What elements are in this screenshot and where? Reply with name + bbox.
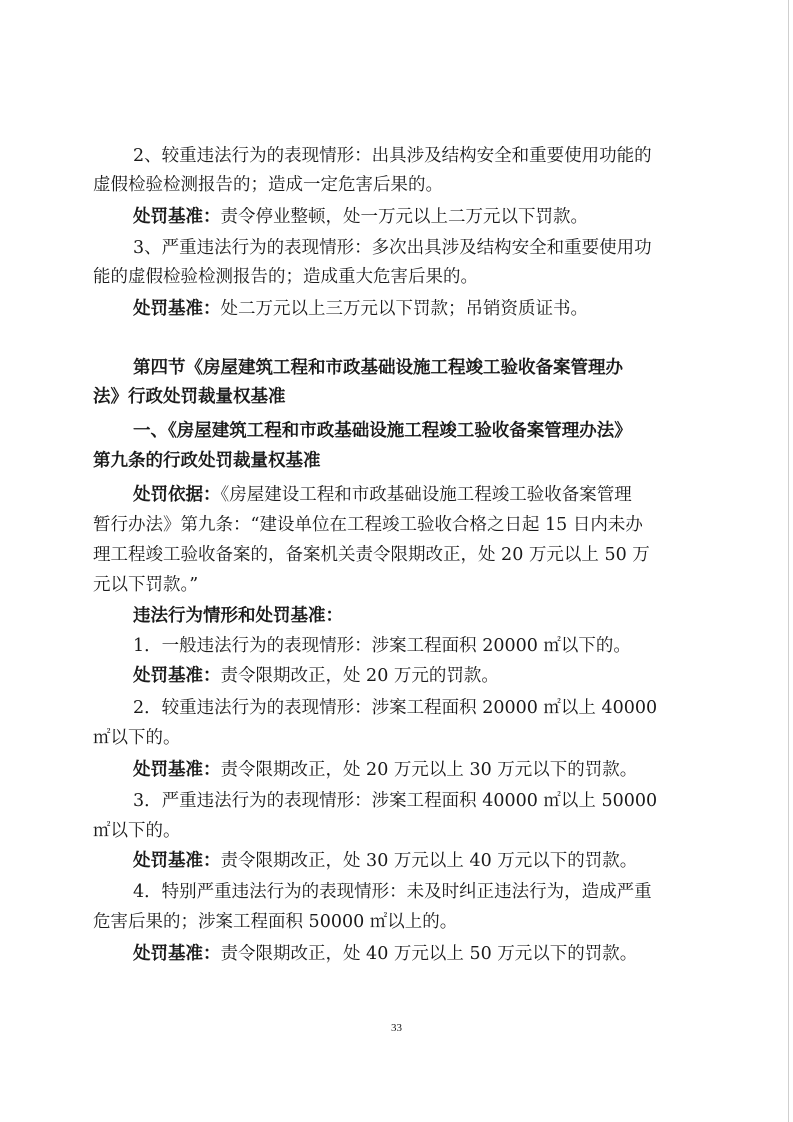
text-line [133,942,793,966]
text-line [133,205,793,229]
body: 责令限期改正，处 40 万元以上 50 万元以下的罚款。 [220,944,638,964]
text-line [133,664,793,688]
text-line: 能的虚假检验检测报告的；造成重大危害后果的。 [93,267,478,287]
body: 责令限期改正，处 20 万元以上 30 万元以下的罚款。 [220,760,638,780]
label: 处罚依据： [133,485,221,505]
text-line: 2、较重违法行为的表现情形：出具涉及结构安全和重要使用功能的 [133,146,652,166]
text-line: 虚假检验检测报告的；造成一定危害后果的。 [93,175,443,195]
subsection-title: 一、《房屋建筑工程和市政基础设施工程竣工验收备案管理办法》 [133,421,632,441]
text-line [133,297,793,321]
body: 处二万元以上三万元以下罚款；吊销资质证书。 [220,299,588,319]
page-number: 33 [391,1022,402,1034]
text-line: ㎡以下的。 [93,821,181,841]
body: 《房屋建设工程和市政基础设施工程竣工验收备案管理 [220,485,632,505]
text-line [133,483,793,507]
text-line: 3、严重违法行为的表现情形：多次出具涉及结构安全和重要使用功 [133,238,652,258]
text-line: 1．一般违法行为的表现情形：涉案工程面积 20000 ㎡以下的。 [133,636,631,656]
text-line [133,758,793,782]
label: 处罚基准： [133,207,221,227]
text-line: 危害后果的；涉案工程面积 50000 ㎡以上的。 [93,912,458,932]
body: 责令限期改正，处 30 万元以上 40 万元以下的罚款。 [220,851,638,871]
body: 责令限期改正，处 20 万元的罚款。 [220,666,499,686]
subsection-title: 第九条的行政处罚裁量权基准 [93,451,321,471]
text-line: 暂行办法》第九条：“建设单位在工程竣工验收合格之日起 15 日内未办 [93,515,643,535]
section-title: 第四节《房屋建筑工程和市政基础设施工程竣工验收备案管理办 [133,358,623,378]
label: 处罚基准： [133,851,221,871]
label: 处罚基准： [133,666,221,686]
label: 处罚基准： [133,944,221,964]
text-line: 2．较重违法行为的表现情形：涉案工程面积 20000 ㎡以上 40000 [133,698,658,718]
text-line [133,849,793,873]
heading-line: 违法行为情形和处罚基准： [133,606,343,626]
text-line: 3．严重违法行为的表现情形：涉案工程面积 40000 ㎡以上 50000 [133,791,658,811]
text-line: 元以下罚款。” [93,575,199,595]
text-line: 4．特别严重违法行为的表现情形：未及时纠正违法行为，造成严重 [133,882,652,902]
text-line: ㎡以下的。 [93,728,181,748]
label: 处罚基准： [133,299,221,319]
section-title: 法》行政处罚裁量权基准 [93,387,286,407]
text-line: 理工程竣工验收备案的，备案机关责令限期改正，处 20 万元以上 50 万 [93,545,650,565]
label: 处罚基准： [133,760,221,780]
body: 责令停业整顿，处一万元以上二万元以下罚款。 [220,207,588,227]
